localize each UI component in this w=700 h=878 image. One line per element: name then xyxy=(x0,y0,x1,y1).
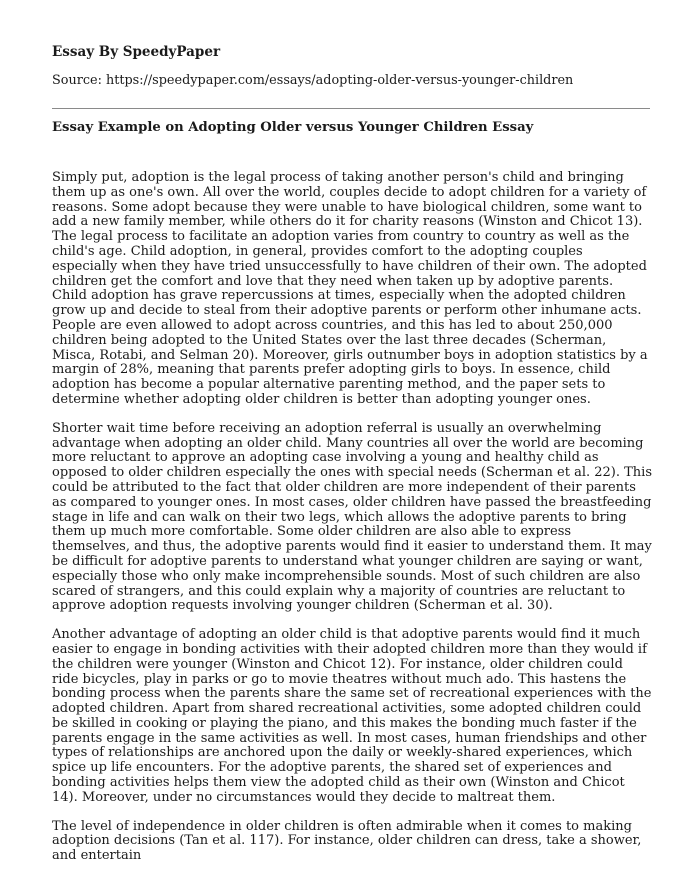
essay-title: Essay Example on Adopting Older versus Younger Children Essay xyxy=(52,120,534,135)
essay-paragraph: The level of independence in older children is often admirable when it comes to making adoption decisions (Tan et al. 117). For instance, older children can dress, take a shower, and entertain xyxy=(52,818,642,864)
essay-paragraph: Shorter wait time before receiving an adoption referral is usually an overwhelming advantage when adopting an older child. Many countries all over the world are becoming more reluctant to approve an adopting case involving a young and healthy child as opposed to older children especially the ones with special needs (Scherman et al. 22). This could be attributed to the fact that older children are more independent of their parents as compared to younger ones. In most cases, older children have passed the breastfeeding stage in life and can walk on their two legs, which allows the adoptive parents to bring them up much more comfortable. Some older children are also able to express themselves, and thus, the adoptive parents would find it easier to understand them. It may be difficult for adoptive parents to understand what younger children are saying or want, especially those who only make incomprehensible sounds. Most of such children are also scared of strangers, and this could explain why a majority of countries are reluctant to approve adoption requests involving younger children (Scherman et al. 30). xyxy=(52,420,652,614)
essay-paragraph: Another advantage of adopting an older child is that adoptive parents would find it much easier to engage in bonding activities with their adopted children more than they would if the children were younger (Winston and Chicot 12). For instance, older children could ride bicycles, play in parks or go to movie theatres without much ado. This hastens the bonding process when the parents share the same set of recreational experiences with the adopted children. Apart from shared recreational activities, some adopted children could be skilled in cooking or playing the piano, and this makes the bonding much faster if the parents engage in the same activities as well. In most cases, human friendships and other types of relationships are anchored upon the daily or weekly-shared experiences, which spice up life encounters. For the adoptive parents, the shared set of experiences and bonding activities helps them view the adopted child as their own (Winston and Chicot 14). Moreover, under no circumstances would they decide to maltreat them. xyxy=(52,627,652,805)
essay-paragraph: Simply put, adoption is the legal process of taking another person's child and bringing them up as one's own. All over the world, couples decide to adopt children for a variety of reasons. Some adopt because they were unable to have biological children, some want to add a new family member, while others do it for charity reasons (Winston and Chicot 13). The legal process to facilitate an adoption varies from country to country as well as the child's age. Child adoption, in general, provides comfort to the adopting couples especially when they have tried unsuccessfully to have children of their own. The adopted children get the comfort and love that they need when taken up by adoptive parents. Child adoption has grave repercussions at times, especially when the adopted children grow up and decide to steal from their adoptive parents or perform other inhumane acts. People are even allowed to adopt across countries, and this has led to about 250,000 children being adopted to the United States over the last three decades (Scherman, Misca, Rotabi, and Selman 20). Moreover, girls outnumber boys in adoption statistics by a margin of 28%, meaning that parents prefer adopting girls to boys. In essence, child adoption has become a popular alternative parenting method, and the paper sets to determine whether adopting older children is better than adopting younger ones. xyxy=(52,170,648,407)
essay-body xyxy=(52,171,652,878)
source-line: Source: https://speedypaper.com/essays/adopting-older-versus-younger-children xyxy=(52,73,574,88)
horizontal-divider xyxy=(52,108,650,109)
document-header-title: Essay By SpeedyPaper xyxy=(52,44,221,60)
